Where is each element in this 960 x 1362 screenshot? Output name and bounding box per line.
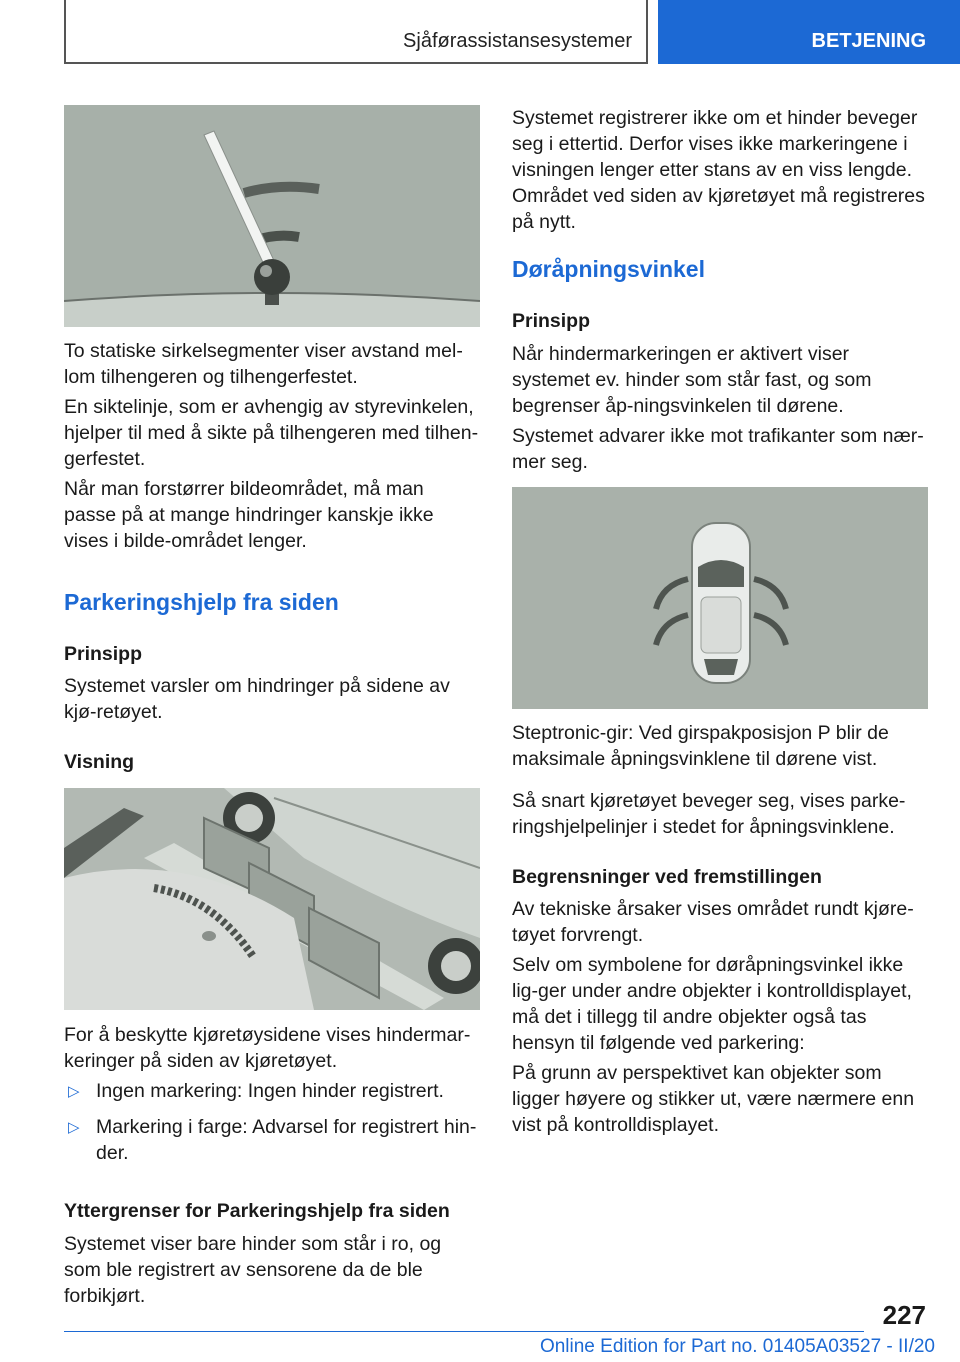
text-paragraph: Systemet viser bare hinder som står i ro, og som ble registrert av sensorene da de ble forbikjørt. <box>64 1233 442 1307</box>
door-opening-angle-illustration <box>512 487 928 709</box>
chapter-title: Sjåførassistansesystemer <box>403 30 632 52</box>
triangle-bullet-icon: ▷ <box>68 1083 80 1100</box>
text-paragraph: En siktelinje, som er avhengig av styrevinkelen, hjelper til med å sikte på tilhengeren med tilhen-gerfestet. <box>64 396 479 470</box>
text-paragraph: På grunn av perspektivet kan objekter som ligger høyere og stikker ut, være nærmere enn vist på kontrolldisplayet. <box>512 1062 915 1136</box>
sub-heading: Visning <box>64 751 135 773</box>
side-parking-illustration <box>64 788 480 1010</box>
text-paragraph: Systemet advarer ikke mot trafikanter som nær-mer seg. <box>512 425 924 473</box>
text-paragraph: Når hindermarkeringen er aktivert viser systemet ev. hinder som står fast, og som begrenser åp-ningsvinkelen til dørene. <box>512 343 872 417</box>
list-item <box>64 1114 480 1166</box>
footer-divider <box>64 1331 864 1332</box>
door-opening-angle-image <box>512 487 928 709</box>
text-paragraph: Steptronic-gir: Ved girspakposisjon P blir de maksimale åpningsvinklene til dørene vist. <box>512 722 889 770</box>
page-number: 227 <box>882 1300 926 1330</box>
text-paragraph: Når man forstørrer bildeområdet, må man passe på at mange hindringer kanskje ikke vises i bilde-området lenger. <box>64 478 434 552</box>
sub-heading: Begrensninger ved fremstillingen <box>512 866 822 888</box>
sub-heading: Prinsipp <box>512 310 591 332</box>
text-paragraph: Av tekniske årsaker vises området rundt kjøre-tøyet forvrengt. <box>512 898 914 946</box>
triangle-bullet-icon: ▷ <box>68 1119 80 1136</box>
text-paragraph: For å beskytte kjøretøysidene vises hindermar-keringer på siden av kjøretøyet. <box>64 1024 471 1072</box>
list-item-text: Markering i farge: Advarsel for registrert hin-der. <box>96 1116 477 1164</box>
trailer-hitch-view-image <box>64 105 480 327</box>
running-header <box>64 0 648 64</box>
sub-heading: Yttergrenser for Parkeringshjelp fra siden <box>64 1200 450 1222</box>
section-heading: Parkeringshjelp fra siden <box>64 589 339 615</box>
list-item <box>64 1078 480 1104</box>
text-paragraph: Så snart kjøretøyet beveger seg, vises parke-ringshjelpelinjer i stedet for åpningsvinklene. <box>512 790 906 838</box>
footer-edition-text: Online Edition for Part no. 01405A03527 - II/20 <box>539 1336 935 1357</box>
text-paragraph: Systemet varsler om hindringer på sidene av kjø-retøyet. <box>64 675 450 723</box>
section-heading: Døråpningsvinkel <box>512 256 705 282</box>
trailer-hitch-illustration <box>64 105 480 327</box>
text-paragraph: Systemet registrerer ikke om et hinder beveger seg i ettertid. Derfor vises ikke markeringene i visningen lenger etter stans av en viss lengde. Området ved siden av kjøretøyet må registreres på nytt. <box>512 107 925 233</box>
list-item-text: Ingen markering: Ingen hinder registrert. <box>96 1080 444 1102</box>
text-paragraph: To statiske sirkelsegmenter viser avstand mel-lom tilhengeren og tilhengerfestet. <box>64 340 463 388</box>
side-parking-view-image <box>64 788 480 1010</box>
section-tab: BETJENING <box>658 0 960 64</box>
sub-heading: Prinsipp <box>64 643 143 665</box>
text-paragraph: Selv om symbolene for døråpningsvinkel ikke lig-ger under andre objekter i kontrolldisplayet, må det i tillegg til andre objekter også tas hensyn til følgende ved parkering: <box>512 954 912 1054</box>
